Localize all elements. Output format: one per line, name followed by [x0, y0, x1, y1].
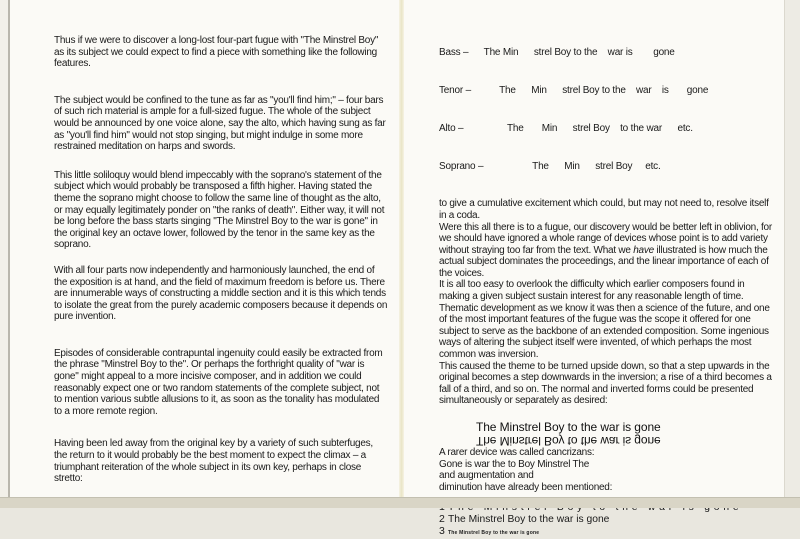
cancrizans-reversed-line: Gone is war the to Boy Minstrel The	[439, 458, 590, 470]
augmentation-sentence-start: and augmentation and	[439, 470, 534, 482]
cancrizans-intro: A rarer device was called cancrizans:	[439, 447, 595, 458]
paragraph-difficulty: It is all too easy to overlook the difficulty which earlier composers found in making a given subject sustain interest for any reasonable length of time. Thematic development as we know it was then a science of the future, and one of the most important features of the fugue was the scope it offered for one subject to serve as the backbone of an extended composition. Some ingenious ways of altering the subject itself were invented, of which perhaps the most common was inversion.	[439, 279, 770, 361]
scan-left-margin	[0, 0, 8, 498]
left-page	[54, 35, 388, 485]
stretto-tenor-line: Tenor – The Min strel Boy to the war is gone	[439, 84, 709, 96]
example-number: 3	[439, 525, 445, 538]
example-diminished	[439, 526, 773, 539]
oblivion-italic-have: have	[633, 244, 654, 256]
paragraph-subject-confined: The subject would be confined to the tune as far as "you'll find him;" – four bars of such rich material is ample for a full-sized fugue. The whole of the subject would be announced by one voice alone, say the alto, which having sung as far as "you'll find him" would not stop singing, but might indulge in some more restrained meditation on harps and swords.	[54, 94, 386, 153]
inversion-example	[476, 421, 773, 447]
oblivion-text-before: Were this all there is to a fugue, our discovery would be better left in oblivion, for we should have ignored a whole range of devices whose point is to add variety without straying too far from the text. What we	[439, 221, 772, 256]
paragraph-discover-fugue: Thus if we were to discover a long-lost four-part fugue with "The Minstrel Boy" as its subject we could expect to find a piece with something like the following features.	[54, 35, 379, 70]
example-normal-text: The Minstrel Boy to the war is gone	[448, 514, 610, 526]
stretto-bass-line: Bass – The Min strel Boy to the war is gone	[439, 47, 675, 59]
paragraph-led-away: Having been led away from the original key by a variety of such subterfuges, the return to it would probably be the best moment to expect the climax – a triumphant reiteration of the whole subject in its own key, perhaps in close stretto:	[54, 438, 373, 485]
paragraph-inversion: This caused the theme to be turned upside down, so that a step upwards in the original becomes a step downwards in the inversion; a rise of a third becomes a fall of a third, and so on. The normal and inverted forms could be presented simultaneously or separately as desired:	[439, 360, 772, 407]
paragraph-soliloquy: This little soliloquy would blend impeccably with the soprano's statement of the subject which would probably be transposed a fifth higher. Having stated the theme the soprano might choose to follow the same line of thought as the alto, or may equally legitimately ponder on "the ranks of death". Either way, it will not be long before the bass starts singing "The Minstrel Boy to the war is gone" in the original key an octave lower, followed by the tenor in the same key as the soprano.	[54, 169, 385, 251]
example-normal	[439, 514, 773, 526]
example-number: 2	[439, 513, 445, 526]
page-left-edge-line	[8, 0, 10, 498]
theme-normal-line: The Minstrel Boy to the war is gone	[476, 420, 661, 434]
stretto-soprano-line: Soprano – The Min strel Boy etc.	[439, 160, 661, 172]
oblivion-text-after: illustrated is how much the actual subject dominates the proceedings, and the linear importance of each of the voices.	[439, 244, 769, 279]
right-page	[439, 0, 773, 539]
stretto-voice-diagram	[439, 22, 773, 198]
example-diminished-text: The Minstrel Boy to the war is gone	[448, 530, 540, 537]
stretto-alto-line: Alto – The Min strel Boy to the war etc.	[439, 122, 693, 134]
paragraph-coda: to give a cumulative excitement which could, but may not need to, resolve itself in a coda.	[439, 198, 769, 221]
paragraph-episodes: Episodes of considerable contrapuntal ingenuity could easily be extracted from the phrase "Minstrel Boy to the". Or perhaps the forthright quality of "war is gone" might appeal to a more incisive composer, and in addition we could reasonably expect one or two random statements of the complete subject, not to mention various subtle allusions to it, as soon as the tonality has modulated to a more remote region.	[54, 347, 383, 417]
paragraph-four-parts: With all four parts now independently and harmoniously launched, the end of the exposition is at hand, and the field of maximum freedom is before us. There are innumerable ways of constructing a middle section and it is this which tends to isolate the great from the purely academic composers because it depends on pure invention.	[54, 264, 388, 323]
scan-bottom-edge	[0, 497, 800, 508]
scan-right-margin	[784, 0, 800, 498]
augmentation-sentence-end: diminution have already been mentioned:	[439, 481, 613, 493]
page-gutter-crease	[399, 0, 404, 498]
paragraph-oblivion	[439, 222, 773, 280]
theme-inverted-line: The Minstrel Boy to the war is gone	[476, 434, 661, 448]
